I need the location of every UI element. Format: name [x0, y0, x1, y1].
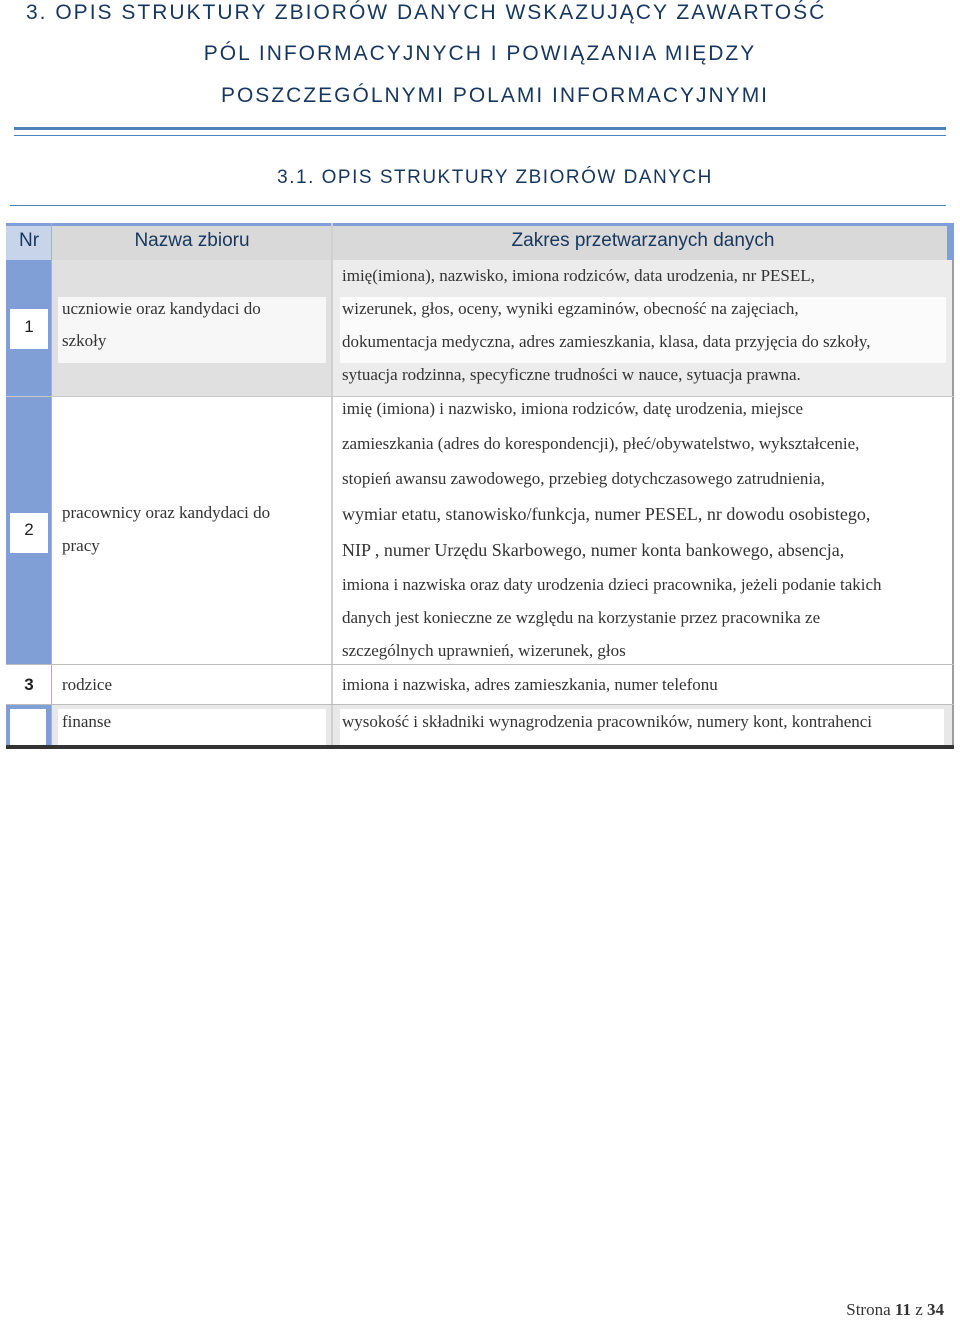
row-1-scope-line-4: sytuacja rodzinna, specyficzne trudności w nauce, sytuacja prawna. [342, 365, 801, 384]
row-2-scope-line-8: szczególnych uprawnień, wizerunek, głos [342, 641, 626, 660]
row-2-name-line-2: pracy [62, 536, 100, 555]
heading-divider [14, 127, 946, 136]
row-2-scope-line-7: danych jest konieczne ze względu na korzystanie przez pracownika ze [342, 608, 821, 627]
sub-heading-divider [10, 205, 946, 206]
data-sets-table [6, 223, 954, 749]
row-2-scope-line-6: imiona i nazwiska oraz daty urodzenia dzieci pracownika, jeżeli podanie takich [342, 575, 882, 594]
row-2-name-bg [52, 397, 332, 665]
column-separator-nr [51, 223, 52, 749]
row-2-scope-line-5: NIP , numer Urzędu Skarbowego, numer konta bankowego, absencja, [342, 540, 845, 560]
footer-prefix: Strona [846, 1300, 891, 1319]
row-2-scope-line-2: zamieszkania (adres do korespondencji), płeć/obywatelstwo, wykształcenie, [342, 434, 860, 453]
row-1-scope-line-1: imię(imiona), nazwisko, imiona rodziców, data urodzenia, nr PESEL, [342, 266, 815, 285]
row-1-name-line-2: szkoły [62, 331, 107, 350]
right-border [952, 260, 954, 749]
row-1-nr: 1 [24, 317, 34, 336]
row-2-name-line-1: pracownicy oraz kandydaci do [62, 503, 271, 522]
footer-total-pages: 34 [927, 1300, 944, 1319]
row-1-scope-line-2: wizerunek, głos, oceny, wyniki egzaminów, obecność na zajęciach, [342, 299, 799, 318]
row-1-scope-line-3: dokumentacja medyczna, adres zamieszkania, klasa, data przyjęcia do szkoły, [342, 332, 871, 351]
row-3-name: rodzice [62, 675, 113, 694]
row-2-scope-line-1: imię (imiona) i nazwisko, imiona rodziców, datę urodzenia, miejsce [342, 399, 804, 418]
row-separator-3 [6, 704, 954, 705]
sub-heading: 3.1. OPIS STRUKTURY ZBIORÓW DANYCH [277, 167, 713, 188]
row-2-scope-line-3: stopień awansu zawodowego, przebieg dotychczasowego zatrudnienia, [342, 469, 825, 488]
header-nr: Nr [18, 230, 40, 251]
page-footer [846, 1300, 944, 1320]
main-heading-line-2: PÓL INFORMACYJNYCH I POWIĄZANIA MIĘDZY [203, 42, 757, 65]
row-2-nr: 2 [24, 520, 34, 539]
header-scope: Zakres przetwarzanych danych [511, 230, 775, 251]
row-3-scope: imiona i nazwiska, adres zamieszkania, numer telefonu [342, 675, 718, 694]
row-separator-2 [6, 664, 954, 665]
main-heading-line-1: 3. OPIS STRUKTURY ZBIORÓW DANYCH WSKAZUJĄCY ZAWARTOŚĆ [26, 1, 827, 24]
header-name: Nazwa zbioru [134, 230, 250, 251]
row-4-nr-box [10, 709, 46, 745]
column-separator-1 [331, 223, 333, 749]
header-top-line [6, 223, 954, 226]
main-heading-line-3: POSZCZEGÓLNYMI POLAMI INFORMACYJNYMI [220, 84, 770, 107]
bottom-border [6, 745, 954, 749]
row-1-name-line-1: uczniowie oraz kandydaci do [62, 299, 261, 318]
row-separator-1 [6, 396, 954, 397]
row-4-scope: wysokość i składniki wynagrodzenia pracowników, numery kont, kontrahenci [342, 712, 873, 731]
footer-page-number: 11 [894, 1300, 911, 1319]
row-4-name: finanse [62, 712, 112, 731]
row-2-scope-line-4: wymiar etatu, stanowisko/funkcja, numer PESEL, nr dowodu osobistego, [342, 504, 871, 524]
row-3-nr: 3 [24, 675, 34, 694]
footer-separator: z [915, 1300, 923, 1319]
